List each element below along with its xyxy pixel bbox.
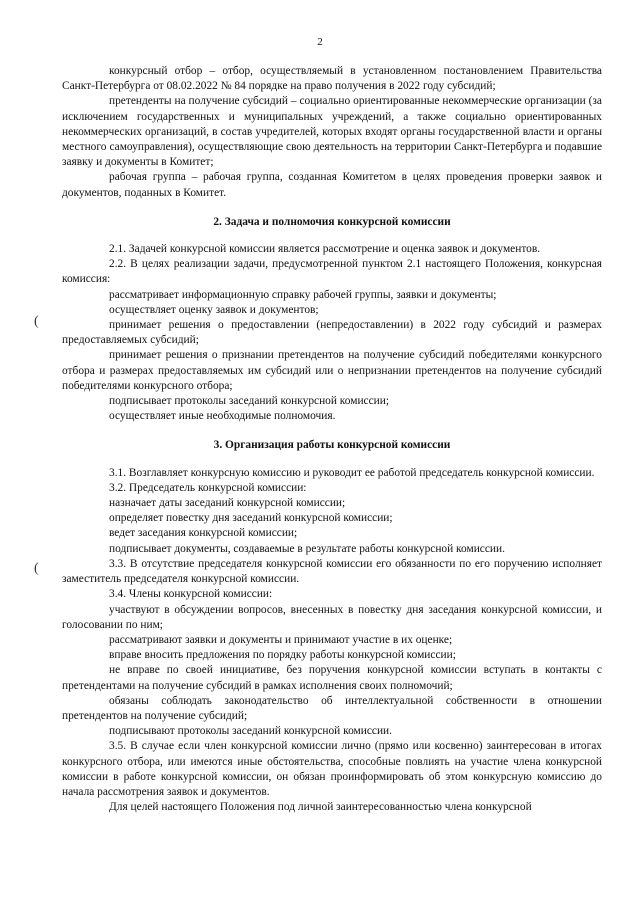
document-body: [62, 64, 602, 815]
section-heading: 3. Организация работы конкурсной комиссии: [213, 439, 451, 452]
paragraph: назначает даты заседаний конкурсной комиссии;: [109, 497, 346, 510]
paragraph: осуществляет оценку заявок и документов;: [109, 303, 319, 316]
paragraph: Для целей настоящего Положения под личной заинтересованностью члена конкурсной: [109, 801, 532, 814]
paragraph: рассматривают заявки и документы и принимают участие в их оценке;: [109, 633, 453, 646]
section-heading: 2. Задача и полномочия конкурсной комиссии: [213, 215, 451, 228]
paragraph: подписывает документы, создаваемые в результате работы конкурсной комиссии.: [109, 542, 505, 555]
paragraph: рабочая группа – рабочая группа, созданная Комитетом в целях проведения проверки заявок и документов, поданных в Комитет.: [62, 171, 602, 199]
paragraph: подписывает протоколы заседаний конкурсной комиссии;: [109, 395, 390, 408]
paragraph: обязаны соблюдать законодательство об интеллектуальной собственности в отношении претендентов на получение субсидий;: [62, 694, 602, 722]
paragraph: 2.1. Задачей конкурсной комиссии является рассмотрение и оценка заявок и документов.: [109, 243, 541, 256]
paragraph: участвуют в обсуждении вопросов, внесенных в повестку дня заседания конкурсной комиссии, и голосовании по ним;: [62, 603, 602, 631]
page-number: 2: [317, 36, 323, 48]
paragraph: 2.2. В целях реализации задачи, предусмотренной пунктом 2.1 настоящего Положения, конкурсная комиссия:: [62, 258, 602, 286]
margin-bracket-mark: (: [34, 561, 39, 576]
paragraph: конкурсный отбор – отбор, осуществляемый в установленном постановлением Правительства Санкт-Петербурга от 08.02.2022 № 84 порядке на право получения в 2022 году субсидий;: [62, 65, 602, 93]
paragraph: определяет повестку дня заседаний конкурсной комиссии;: [109, 512, 393, 525]
paragraph: рассматривает информационную справку рабочей группы, заявки и документы;: [109, 288, 497, 301]
paragraph: 3.4. Члены конкурсной комиссии:: [109, 588, 273, 601]
margin-bracket-mark: (: [34, 314, 39, 329]
paragraph: вправе вносить предложения по порядку работы конкурсной комиссии;: [109, 649, 456, 662]
paragraph: осуществляет иные необходимые полномочия.: [109, 410, 336, 423]
paragraph: не вправе по своей инициативе, без поручения конкурсной комиссии вступать в контакты с претендентами на получение субсидий в рамках исполнения своих полномочий;: [62, 664, 602, 692]
paragraph: ведет заседания конкурсной комиссии;: [109, 527, 298, 540]
paragraph: подписывают протоколы заседаний конкурсной комиссии.: [109, 725, 392, 738]
paragraph: принимает решения о признании претендентов на получение субсидий победителями конкурсного отбора и размерах предоставляемых им субсидий или о непризнании претендентов на получение субсидий победителями конкурсного отбора;: [62, 349, 602, 392]
paragraph: 3.5. В случае если член конкурсной комиссии лично (прямо или косвенно) заинтересован в итогах конкурсного отбора, или имеются иные обстоятельства, способные повлиять на участие члена конкурсной комиссии в работе конкурсной комиссии, он обязан проинформировать об этом конкурсную комиссию до начала рассмотрения заявок и документов.: [62, 740, 602, 798]
paragraph: принимает решения о предоставлении (непредоставлении) в 2022 году субсидий и размерах предоставляемых субсидий;: [62, 319, 602, 347]
paragraph: 3.2. Председатель конкурсной комиссии:: [109, 481, 307, 494]
paragraph: 3.1. Возглавляет конкурсную комиссию и руководит ее работой председатель конкурсной комиссии.: [109, 466, 595, 479]
paragraph: претенденты на получение субсидий – социально ориентированные некоммерческие организации (за исключением государственных и муниципальных учреждений, а также социально ориентированных некоммерческих организаций, в состав учредителей, которых входят органы государственной власти и органы местного самоуправления), осуществляющие свою деятельность на территории Санкт-Петербурга и подавшие заявку и документы в Комитет;: [62, 95, 602, 169]
paragraph: 3.3. В отсутствие председателя конкурсной комиссии его обязанности по его поручению исполняет заместитель председателя конкурсной комиссии.: [62, 557, 602, 586]
